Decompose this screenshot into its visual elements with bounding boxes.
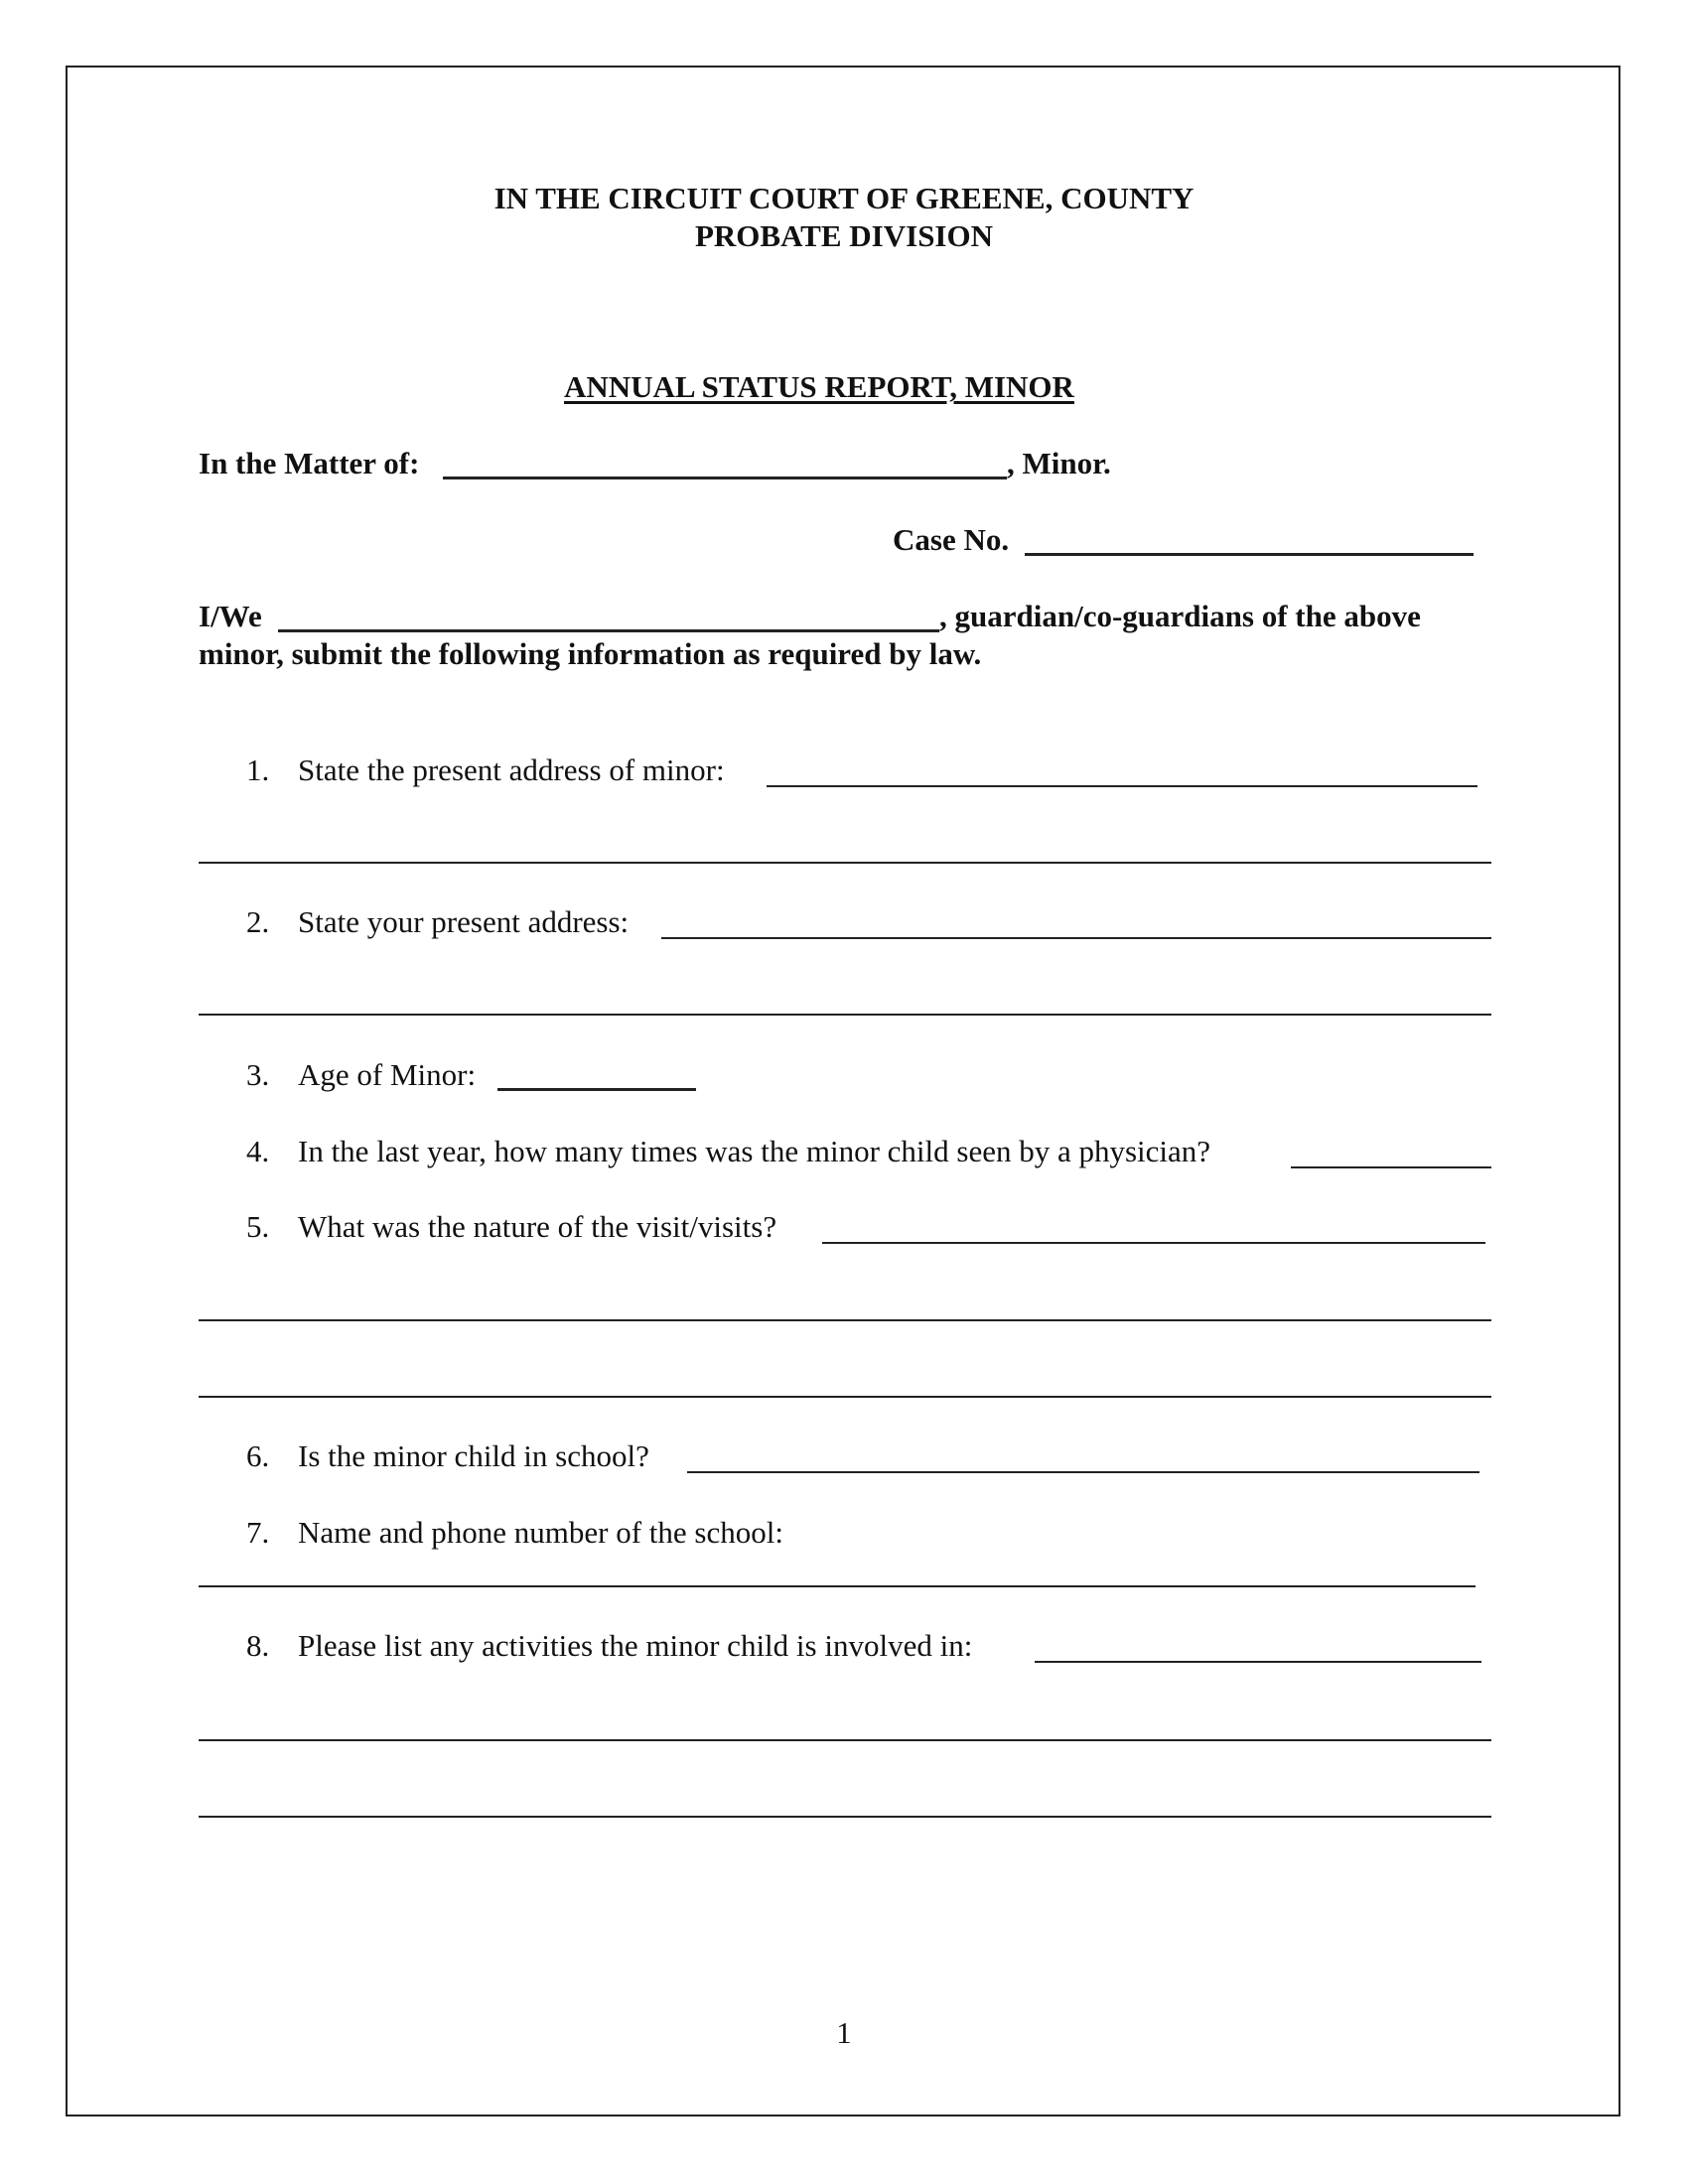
question-4-text: In the last year, how many times was the minor child seen by a physician? <box>298 1134 1211 1168</box>
question-3-number: 3. <box>246 1057 270 1092</box>
guardian-statement-line2: minor, submit the following information as required by law. <box>199 636 982 671</box>
question-7-number: 7. <box>246 1515 270 1550</box>
question-4-number: 4. <box>246 1134 270 1168</box>
matter-suffix: , Minor. <box>1007 446 1111 480</box>
activities-field-line2[interactable] <box>199 1739 1491 1741</box>
minor-address-field-line2[interactable] <box>199 862 1491 864</box>
question-3-text: Age of Minor: <box>298 1057 477 1092</box>
school-info-field[interactable] <box>199 1585 1476 1587</box>
question-5-text: What was the nature of the visit/visits? <box>298 1209 777 1244</box>
matter-label: In the Matter of: <box>199 446 420 480</box>
in-school-field[interactable] <box>687 1471 1479 1473</box>
minor-address-field[interactable] <box>767 785 1477 787</box>
visit-nature-field-line2[interactable] <box>199 1319 1491 1321</box>
question-2-number: 2. <box>246 904 270 939</box>
case-number-label: Case No. <box>893 522 1010 557</box>
guardian-suffix: , guardian/co-guardians of the above <box>939 599 1421 633</box>
court-division: PROBATE DIVISION <box>694 218 993 253</box>
activities-field[interactable] <box>1035 1661 1481 1663</box>
guardian-names-field[interactable] <box>278 629 939 632</box>
question-6-number: 6. <box>246 1438 270 1473</box>
court-name: IN THE CIRCUIT COURT OF GREENE, COUNTY <box>493 181 1195 215</box>
question-1-text: State the present address of minor: <box>298 752 725 787</box>
guardian-label: I/We <box>199 599 262 633</box>
question-2-text: State your present address: <box>298 904 630 939</box>
question-1-number: 1. <box>246 752 270 787</box>
question-8-text: Please list any activities the minor child is involved in: <box>298 1628 973 1663</box>
question-8-number: 8. <box>246 1628 270 1663</box>
visit-nature-field-line3[interactable] <box>199 1396 1491 1398</box>
question-5-number: 5. <box>246 1209 270 1244</box>
form-title: ANNUAL STATUS REPORT, MINOR <box>564 369 1074 404</box>
question-6-text: Is the minor child in school? <box>298 1438 649 1473</box>
minor-name-field[interactable] <box>443 477 1007 479</box>
guardian-address-field[interactable] <box>661 937 1491 939</box>
activities-field-line3[interactable] <box>199 1816 1491 1818</box>
visit-nature-field[interactable] <box>822 1242 1485 1244</box>
question-7-text: Name and phone number of the school: <box>298 1515 783 1550</box>
case-number-field[interactable] <box>1025 553 1474 556</box>
physician-visits-count-field[interactable] <box>1291 1166 1491 1168</box>
minor-age-field[interactable] <box>497 1088 696 1091</box>
page-number: 1 <box>836 2015 852 2050</box>
guardian-address-field-line2[interactable] <box>199 1014 1491 1016</box>
